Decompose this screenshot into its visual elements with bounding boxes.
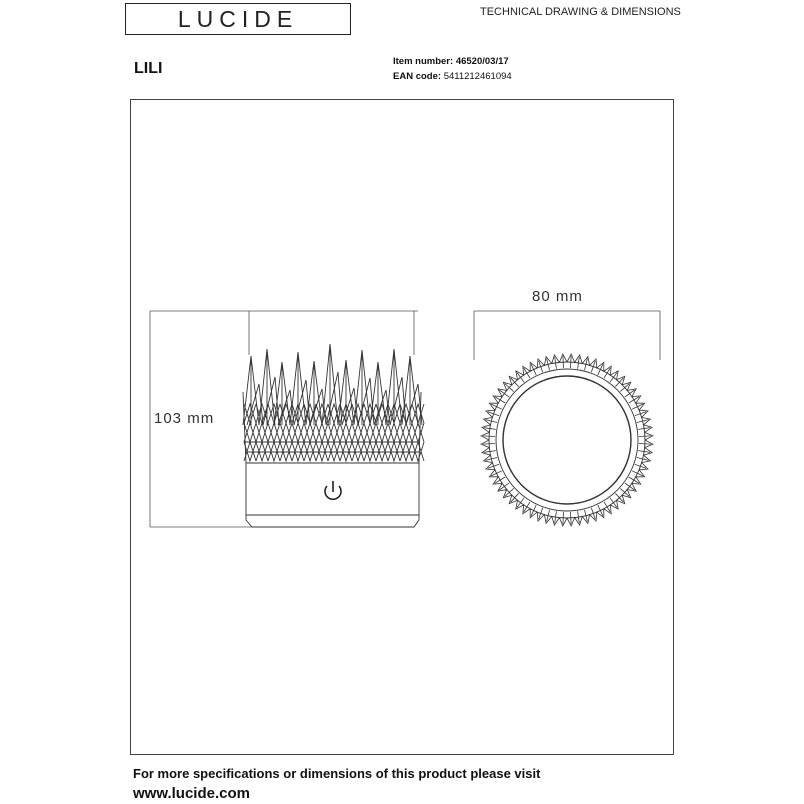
lattice-facet xyxy=(364,404,376,423)
lattice-facet xyxy=(388,423,400,442)
lattice-facet xyxy=(412,423,424,442)
lattice-facet xyxy=(340,423,352,442)
footer-note: For more specifications or dimensions of this product please visit xyxy=(133,766,541,781)
lamp-base xyxy=(246,463,419,527)
lattice-facet xyxy=(316,423,328,442)
ring-teeth xyxy=(481,354,653,526)
crown-lattice xyxy=(243,392,424,463)
lattice-facet xyxy=(256,423,268,442)
product-name: LILI xyxy=(134,60,163,77)
lattice-facet xyxy=(376,423,388,442)
lattice-facet xyxy=(328,442,340,461)
width-dimension-label: 80 mm xyxy=(532,288,583,305)
lattice-facet xyxy=(328,423,340,442)
lattice-facet xyxy=(340,442,352,461)
lattice-facet xyxy=(400,423,412,442)
lattice-facet xyxy=(280,423,292,442)
lattice-facet xyxy=(340,423,352,442)
document-type: TECHNICAL DRAWING & DIMENSIONS xyxy=(480,6,681,18)
lattice-facet xyxy=(412,423,424,442)
ean-value: 5411212461094 xyxy=(443,71,512,82)
side-view xyxy=(243,344,424,527)
lattice-facet xyxy=(412,442,424,461)
lattice-facet xyxy=(292,442,304,461)
lattice-facet xyxy=(316,423,328,442)
lattice-facet xyxy=(400,442,412,461)
lattice-facet xyxy=(304,442,316,461)
lattice-facet xyxy=(256,442,268,461)
lattice-facet xyxy=(388,423,400,442)
lattice-facet xyxy=(364,423,376,442)
lattice-facet xyxy=(364,442,376,461)
item-number-label: Item number: xyxy=(393,56,454,67)
height-dimension-label: 103 mm xyxy=(154,410,215,427)
lattice-facet xyxy=(292,442,304,461)
lattice-facet xyxy=(364,404,376,423)
lattice-facet xyxy=(280,423,292,442)
lattice-facet xyxy=(400,442,412,461)
lattice-facet xyxy=(304,423,316,442)
lattice-facet xyxy=(304,423,316,442)
lattice-facet xyxy=(268,442,280,461)
lattice-facet xyxy=(328,442,340,461)
footer-url-link[interactable]: www.lucide.com xyxy=(133,785,250,802)
lattice-facet xyxy=(316,404,328,423)
lattice-facet xyxy=(376,442,388,461)
lattice-facet xyxy=(412,442,424,461)
lattice-facet xyxy=(256,423,268,442)
middle-ring-circle xyxy=(496,369,638,511)
lattice-facet xyxy=(304,442,316,461)
inner-opening-circle xyxy=(503,376,631,504)
lattice-facet xyxy=(268,442,280,461)
ean-label: EAN code: xyxy=(393,71,442,82)
lattice-facet xyxy=(256,442,268,461)
lattice-facet xyxy=(376,442,388,461)
lattice-facet xyxy=(316,442,328,461)
lattice-facet xyxy=(412,404,424,423)
lattice-facet xyxy=(352,442,364,461)
lattice-facet xyxy=(292,423,304,442)
lattice-facet xyxy=(292,423,304,442)
lattice-facet xyxy=(280,442,292,461)
lattice-facet xyxy=(352,442,364,461)
lattice-facet xyxy=(352,423,364,442)
lattice-facet xyxy=(280,442,292,461)
lattice-facet xyxy=(352,423,364,442)
item-number-value: 46520/03/17 xyxy=(455,56,509,67)
lattice-facet xyxy=(364,442,376,461)
lattice-facet xyxy=(316,442,328,461)
top-view xyxy=(481,354,653,526)
lattice-facet xyxy=(268,423,280,442)
brand-logo: LUCIDE xyxy=(125,3,351,35)
lattice-facet xyxy=(388,442,400,461)
lattice-facet xyxy=(268,423,280,442)
power-icon[interactable] xyxy=(325,481,341,499)
lattice-facet xyxy=(412,404,424,423)
lattice-facet xyxy=(388,442,400,461)
lattice-facet xyxy=(364,423,376,442)
ring-teeth-outline xyxy=(481,354,653,526)
lattice-facet xyxy=(400,423,412,442)
lattice-facet xyxy=(316,404,328,423)
crown-spikes xyxy=(243,344,422,425)
lattice-facet xyxy=(376,423,388,442)
lattice-facet xyxy=(340,442,352,461)
lattice-facet xyxy=(244,423,256,442)
lattice-facet xyxy=(244,423,256,442)
lattice-facet xyxy=(328,423,340,442)
